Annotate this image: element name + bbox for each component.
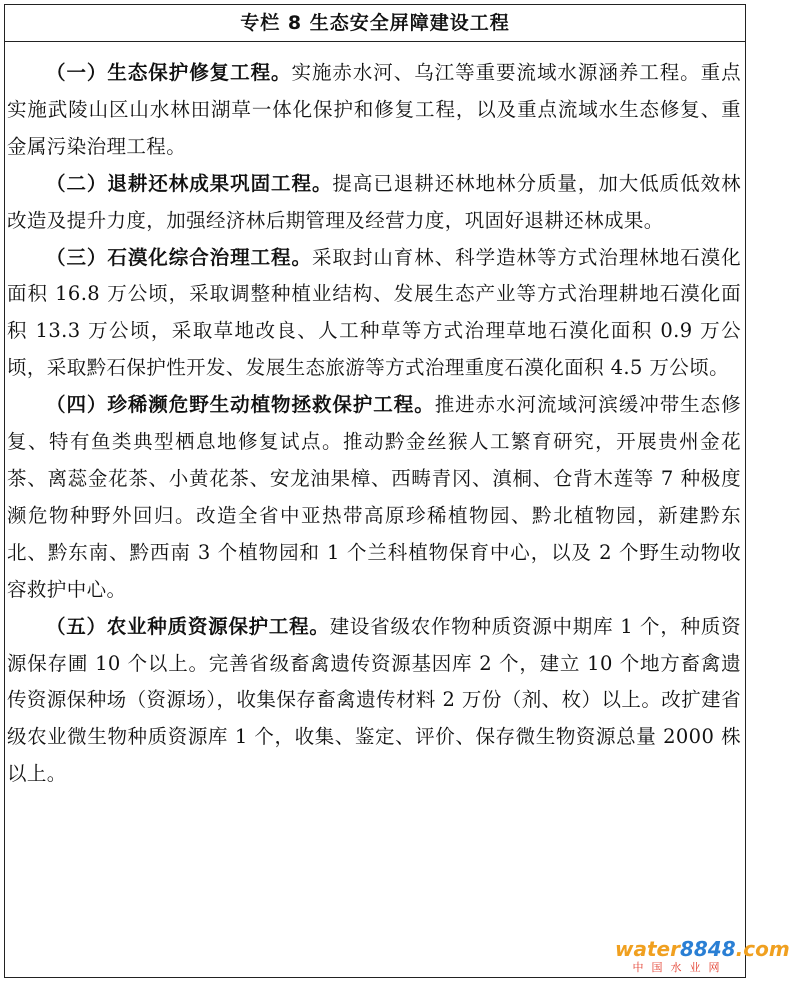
paragraph-2: [7, 166, 741, 240]
column-box: [4, 4, 746, 978]
paragraph-1-lead: （一）生态保护修复工程。: [46, 61, 292, 84]
watermark-brand-c: .com: [735, 937, 790, 961]
column-content: [5, 55, 745, 793]
watermark-brand: [615, 937, 790, 961]
paragraph-4-lead: （四）珍稀濒危野生动植物拯救保护工程。: [46, 393, 435, 417]
paragraph-5-body: 建设省级农作物种质资源中期库 1 个，种质资源保存圃 10 个以上。完善省级畜禽遗传资源基因库 2 个，建立 10 个地方畜禽遗传资源保种场（资源场），收集保存畜禽遗传材料 2 万份（剂、枚）以上。改扩建省级农业微生物种质资源库 1 个，收集、鉴定、评价、保存微生物资源总量 2000 株以上。: [7, 614, 741, 786]
paragraph-2-lead: （二）退耕还林成果巩固工程。: [46, 171, 333, 195]
paragraph-5: [7, 609, 741, 794]
watermark-brand-b: 8848: [679, 937, 736, 961]
watermark-subtitle: 中国水业网: [632, 961, 728, 974]
paragraph-3-body: 采取封山育林、科学造林等方式治理林地石漠化面积 16.8 万公顷，采取调整种植业结构、发展生态产业等方式治理耕地石漠化面积 13.3 万公顷，采取草地改良、人工种草等方式治理草地石漠化面积 0.9 万公顷，采取黔石保护性开发、发展生态旅游等方式治理重度石漠化面积 4.5 万公顷。: [7, 245, 741, 380]
paragraph-5-lead: （五）农业种质资源保护工程。: [46, 614, 330, 638]
paragraph-4: [7, 387, 741, 608]
watermark-brand-a: water: [615, 937, 680, 961]
paragraph-2-body: 提高已退耕还林地林分质量，加大低质低效林改造及提升力度，加强经济林后期管理及经营力度，巩固好退耕还林成果。: [7, 171, 741, 232]
paragraph-4-body: 推进赤水河流域河滨缓冲带生态修复、特有鱼类典型栖息地修复试点。推动黔金丝猴人工繁育研究，开展贵州金花茶、离蕊金花茶、小黄花茶、安龙油果樟、西畴青冈、滇桐、仓背木莲等 7 种极度濒危物种野外回归。改造全省中亚热带高原珍稀植物园、黔北植物园，新建黔东北、黔东南、黔西南 3 个植物园和 1 个兰科植物保育中心，以及 2 个野生动物收容救护中心。: [7, 393, 741, 601]
paragraph-3: [7, 240, 741, 388]
watermark-logo: [615, 937, 790, 980]
paragraph-1-body: 实施赤水河、乌江等重要流域水源涵养工程。重点实施武陵山区山水林田湖草一体化保护和修复工程，以及重点流域水生态修复、重金属污染治理工程。: [7, 61, 741, 158]
paragraph-3-lead: （三）石漠化综合治理工程。: [46, 245, 312, 269]
paragraph-1: [7, 55, 741, 166]
column-title: 专栏 8 生态安全屏障建设工程: [5, 5, 745, 42]
